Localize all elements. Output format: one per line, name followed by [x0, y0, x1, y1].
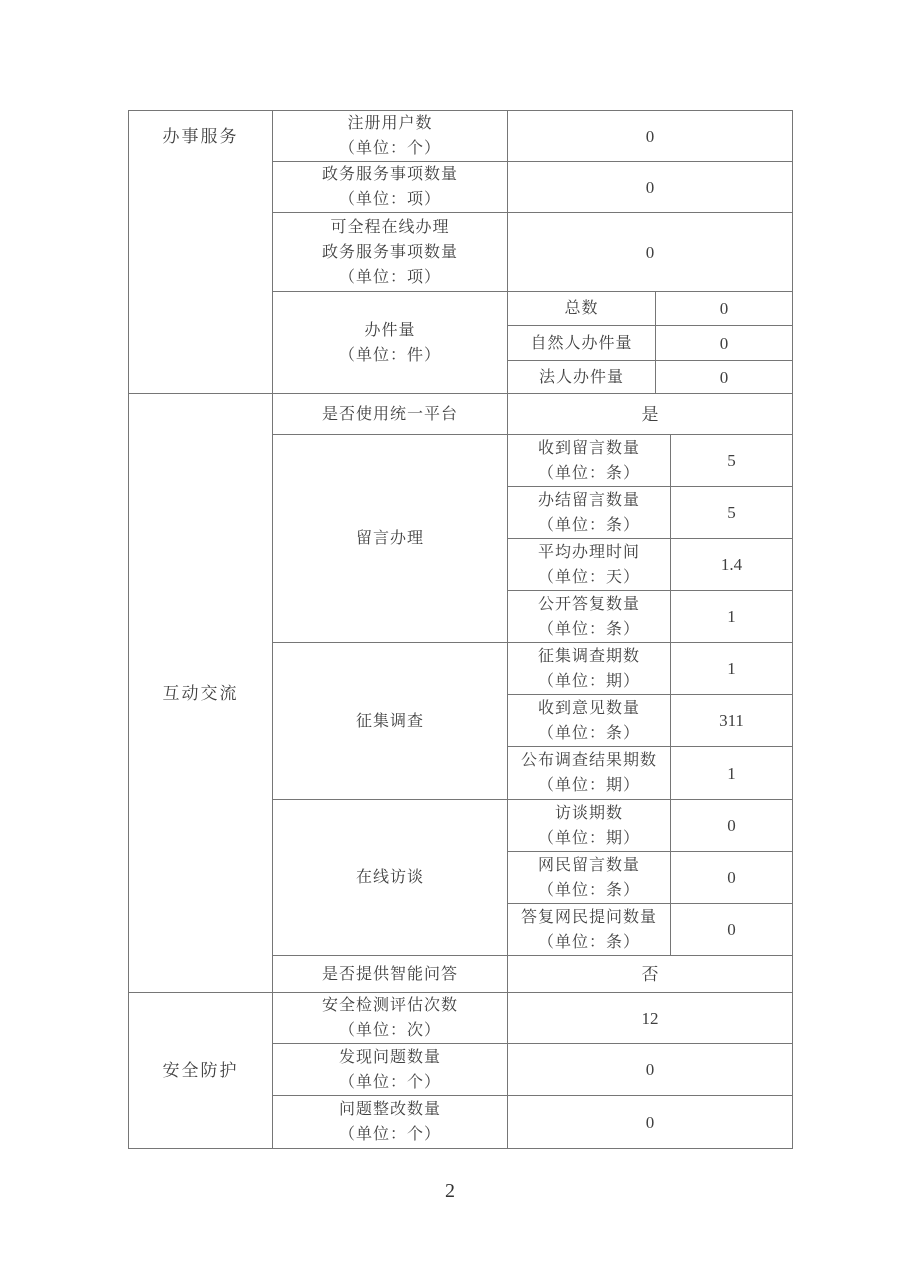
label-line: 平均办理时间	[537, 543, 640, 561]
unit-line: （单位：个）	[338, 1073, 441, 1091]
subrow-interview-periods-value: 0	[671, 800, 793, 852]
label-line-2: 政务服务事项数量	[321, 243, 458, 261]
subrow-legal-person-label: 法人办件量	[508, 361, 656, 394]
label-line: 公开答复数量	[537, 595, 640, 613]
unit-line: （单位：期）	[537, 829, 640, 847]
category-cell-security	[129, 993, 273, 1149]
unit-line: （单位：条）	[537, 516, 640, 534]
row-service-items-label	[273, 162, 508, 213]
label-line: 可全程在线办理	[330, 218, 450, 236]
label-line: 安全检测评估次数	[321, 997, 458, 1014]
subrow-natural-person-value: 0	[656, 326, 793, 361]
subrow-survey-periods-value: 1	[671, 643, 793, 695]
subrow-total-label: 总数	[508, 292, 656, 326]
label-line: 问题整改数量	[338, 1101, 441, 1118]
section-service	[128, 110, 793, 394]
label-line: 办件量	[364, 321, 416, 339]
unit-line: （单位：项）	[338, 191, 441, 208]
subrow-public-replies-label	[508, 591, 671, 643]
group-case-volume-label	[273, 292, 508, 394]
section-interaction	[128, 393, 793, 993]
row-online-service-items-label	[273, 213, 508, 292]
row-unified-platform-label: 是否使用统一平台	[273, 394, 508, 435]
row-problems-found-label	[273, 1044, 508, 1096]
subrow-survey-results-published-value: 1	[671, 747, 793, 800]
label-line: 政务服务事项数量	[321, 166, 458, 183]
unit-line: （单位：个）	[338, 140, 441, 157]
unit-line: （单位：天）	[537, 568, 640, 586]
unit-line: （单位：条）	[537, 724, 640, 742]
subrow-messages-received-value: 5	[671, 435, 793, 487]
subrow-netizen-messages-label	[508, 852, 671, 904]
group-online-interview-label: 在线访谈	[273, 800, 508, 956]
subrow-survey-results-published-label	[508, 747, 671, 800]
row-service-items-value: 0	[508, 162, 793, 213]
row-online-service-items-value: 0	[508, 213, 793, 292]
label-line: 访谈期数	[554, 804, 623, 822]
category-label: 安全防护	[162, 1061, 239, 1080]
statistics-table	[128, 110, 792, 1149]
unit-line: （单位：件）	[338, 346, 441, 364]
row-problems-rectified-value: 0	[508, 1096, 793, 1149]
label-line: 答复网民提问数量	[520, 908, 657, 926]
page-number: 2	[445, 1180, 455, 1202]
category-cell-interaction	[129, 394, 273, 993]
table-row	[129, 993, 793, 1044]
table-row	[129, 111, 793, 162]
unit-line: （单位：期）	[537, 777, 640, 794]
subrow-total-value: 0	[656, 292, 793, 326]
unit-line: （单位：个）	[338, 1126, 441, 1143]
category-label: 互动交流	[162, 683, 239, 703]
subrow-netizen-messages-value: 0	[671, 852, 793, 904]
subrow-messages-received-label	[508, 435, 671, 487]
label-line: 办结留言数量	[537, 491, 640, 509]
unit-line: （单位：条）	[537, 933, 640, 951]
section-security	[128, 992, 793, 1149]
label-line: 网民留言数量	[537, 856, 640, 874]
label-line: 发现问题数量	[338, 1048, 441, 1066]
unit-line: （单位：条）	[537, 881, 640, 899]
group-solicitation-survey-label: 征集调查	[273, 643, 508, 800]
subrow-messages-completed-value: 5	[671, 487, 793, 539]
category-label: 办事服务	[162, 127, 239, 146]
subrow-opinions-received-label	[508, 695, 671, 747]
subrow-legal-person-value: 0	[656, 361, 793, 394]
row-security-assessments-label	[273, 993, 508, 1044]
subrow-survey-periods-label	[508, 643, 671, 695]
subrow-interview-periods-label	[508, 800, 671, 852]
unit-line: （单位：条）	[537, 620, 640, 638]
label-line: 收到意见数量	[537, 699, 640, 717]
row-smart-qa-label: 是否提供智能问答	[273, 956, 508, 993]
subrow-messages-completed-label	[508, 487, 671, 539]
table-row	[129, 394, 793, 435]
subrow-netizen-replies-value: 0	[671, 904, 793, 956]
unit-line: （单位：条）	[537, 464, 640, 482]
label-line: 收到留言数量	[537, 439, 640, 457]
row-registered-users-value: 0	[508, 111, 793, 162]
category-cell-service	[129, 111, 273, 394]
row-registered-users-label	[273, 111, 508, 162]
row-unified-platform-value: 是	[508, 394, 793, 435]
subrow-netizen-replies-label	[508, 904, 671, 956]
subrow-opinions-received-value: 311	[671, 695, 793, 747]
subrow-public-replies-value: 1	[671, 591, 793, 643]
subrow-avg-handling-time-value: 1.4	[671, 539, 793, 591]
label-line: 注册用户数	[347, 115, 433, 132]
row-problems-rectified-label	[273, 1096, 508, 1149]
label-line: 征集调查期数	[537, 647, 640, 665]
row-problems-found-value: 0	[508, 1044, 793, 1096]
row-security-assessments-value: 12	[508, 993, 793, 1044]
unit-line: （单位：项）	[338, 268, 441, 286]
row-smart-qa-value: 否	[508, 956, 793, 993]
group-message-handling-label: 留言办理	[273, 435, 508, 643]
subrow-natural-person-label: 自然人办件量	[508, 326, 656, 361]
unit-line: （单位：期）	[537, 672, 640, 690]
label-line: 公布调查结果期数	[520, 752, 657, 769]
unit-line: （单位：次）	[338, 1022, 441, 1039]
subrow-avg-handling-time-label	[508, 539, 671, 591]
